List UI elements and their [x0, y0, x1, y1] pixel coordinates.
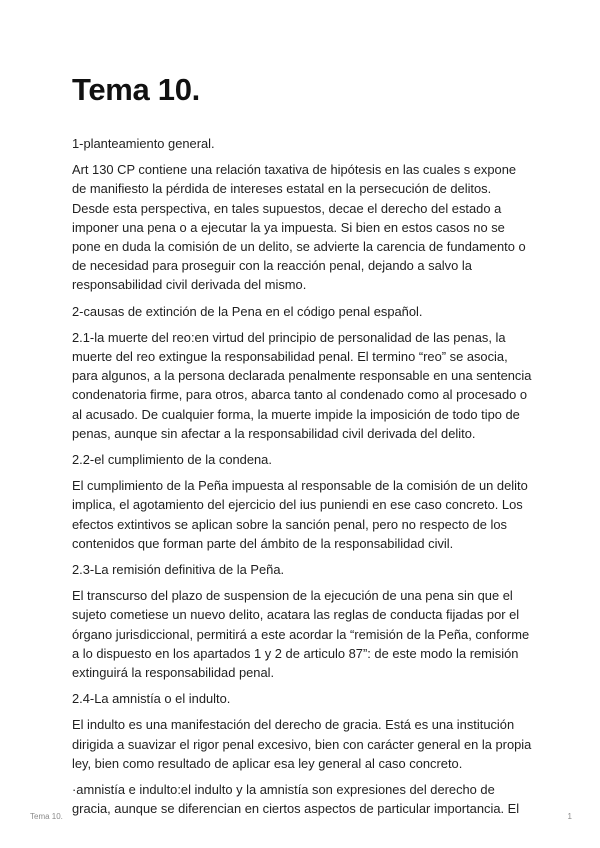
section-heading-causas-extincion: 2-causas de extinción de la Pena en el código penal español. [72, 303, 423, 319]
page-content [72, 70, 532, 826]
section-heading-planteamiento: 1-planteamiento general. [72, 136, 215, 151]
paragraph-indulto: El indulto es una manifestación del derecho de gracia. Está es una institución dirigida a suavizar el rigor penal excesivo, bien con carácter general en la propia ley, bien como resultado de aplicar esa ley general al caso concreto. [72, 717, 532, 771]
paragraph-art-130: Art 130 CP contiene una relación taxativa de hipótesis en las cuales s expone de manifiesto la pérdida de intereses estatal en la persecución de delitos. Desde esta perspectiva, en tales supuestos, decae el derecho del estado a imponer una pena o a ejecutar la ya impuesta. Si bien en estos casos no se pone en duda la comisión de un delito, se advierte la carencia de fundamento o de necesidad para proseguir con la reacción penal, dejando a salvo la responsabilidad civil derivada del mismo. [72, 162, 526, 293]
section-heading-cumplimiento: 2.2-el cumplimiento de la condena. [72, 452, 272, 468]
paragraph-muerte-reo: 2.1-la muerte del reo:en virtud del principio de personalidad de las penas, la muerte del reo extingue la responsabilidad penal. El termino “reo” se asocia, para algunos, a la persona declarada penalmente responsable en una sentencia condenatoria firme, para otros, abarca tanto al condenado como al procesado o al acusado. De cualquier forma, la muerte impide la imposición de todo tipo de penas, aunque sin afectar a la responsabilidad civil derivada del delito. [72, 329, 532, 441]
paragraph-amnistia-indulto: ·amnistía e indulto:el indulto y la amnistía son expresiones del derecho de gracia, aunque se diferencian en ciertos aspectos de particular importancia. El [72, 782, 520, 817]
section-heading-amnistia-indulto: 2.4-La amnistía o el indulto. [72, 691, 231, 707]
footer-running-title: Tema 10. [30, 812, 63, 821]
page-title: Tema 10. [72, 72, 200, 107]
footer-page-number: 1 [567, 812, 572, 821]
paragraph-cumplimiento: El cumplimiento de la Peña impuesta al responsable de la comisión de un delito implica, el agotamiento del ejercicio del ius puniendi en ese caso concreto. Los efectos extintivos se aplican sobre la sanción penal, pero no respecto de los contenidos que forman parte del ámbito de la responsabilidad civil. [72, 478, 528, 551]
paragraph-remision: El transcurso del plazo de suspension de la ejecución de una pena sin que el sujeto cometiese un nuevo delito, acatara las reglas de conducta fijadas por el órgano jurisdiccional, permitirá a este acordar la “remisión de la Peña, conforme a lo dispuesto en los apartados 1 y 2 de articulo 87”: de este modo la remisión extinguirá la responsabilidad penal. [72, 588, 530, 681]
section-heading-remision: 2.3-La remisión definitiva de la Peña. [72, 562, 285, 578]
